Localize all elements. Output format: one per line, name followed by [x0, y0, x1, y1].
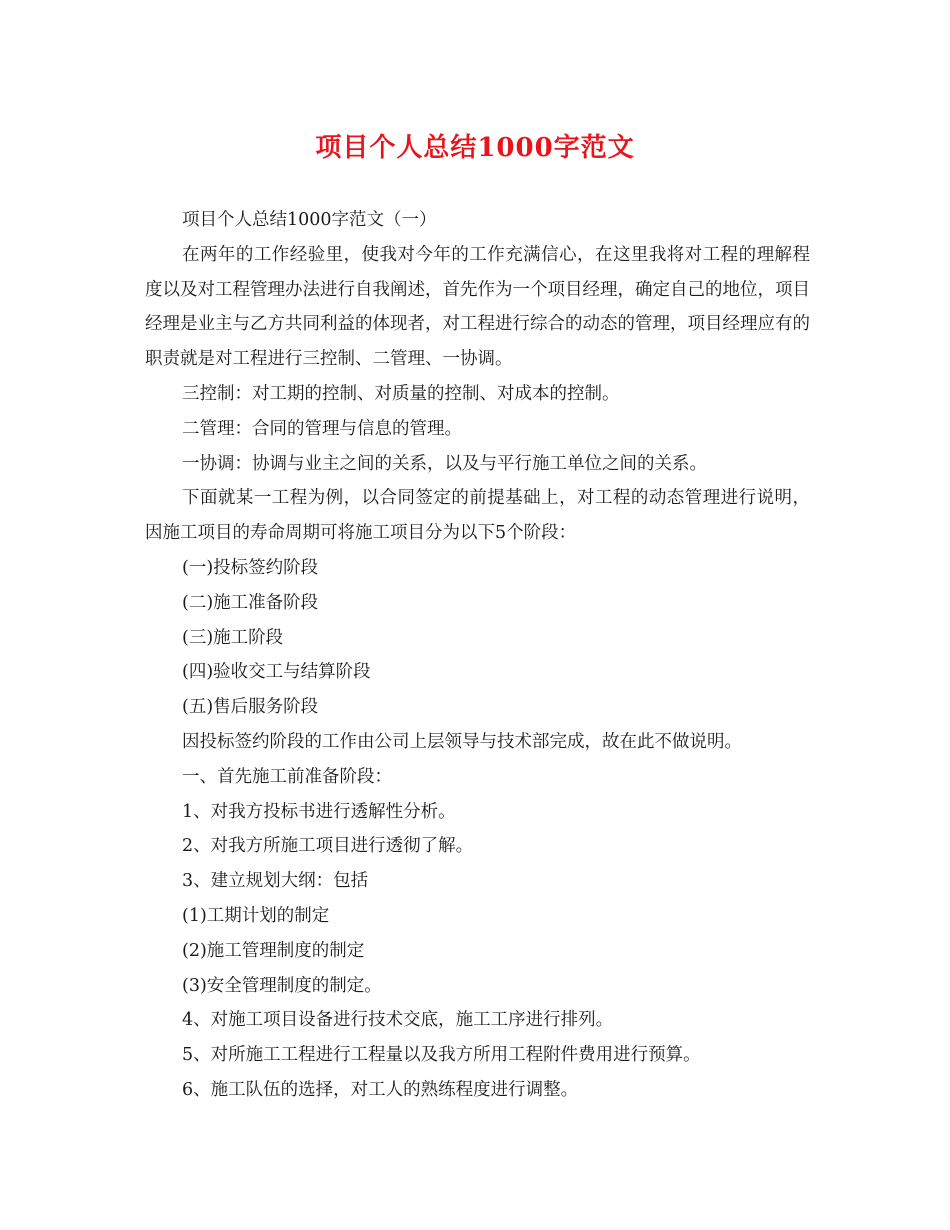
list-item: 6、施工队伍的选择，对工人的熟练程度进行调整。	[182, 1079, 579, 1100]
list-item: (四)验收交工与结算阶段	[182, 662, 371, 683]
list-item: (一)投标签约阶段	[182, 557, 319, 578]
paragraph: 一协调：协调与业主之间的关系，以及与平行施工单位之间的关系。	[182, 453, 707, 474]
list-item: (3)安全管理制度的制定。	[182, 975, 382, 996]
list-item: (五)售后服务阶段	[182, 697, 319, 718]
document-title: 项目个人总结1000字范文	[315, 133, 635, 163]
list-item: 3、建立规划大纲：包括	[182, 871, 369, 892]
paragraph: 因投标签约阶段的工作由公司上层领导与技术部完成，故在此不做说明。	[182, 731, 742, 752]
list-item: (2)施工管理制度的制定	[182, 940, 365, 961]
paragraph: 下面就某一工程为例，以合同签定的前提基础上，对工程的动态管理进行说明，因施工项目的寿命周期可将施工项目分为以下5个阶段：	[145, 488, 810, 544]
paragraph: 在两年的工作经验里，使我对今年的工作充满信心，在这里我将对工程的理解程度以及对工程管理办法进行自我阐述，首先作为一个项目经理，确定自己的地位，项目经理是业主与乙方共同利益的体现者，对工程进行综合的动态的管理，项目经理应有的职责就是对工程进行三控制、二管理、一协调。	[145, 244, 810, 370]
list-item: (1)工期计划的制定	[182, 905, 330, 926]
section-heading: 一、首先施工前准备阶段：	[182, 766, 392, 787]
list-item: (二)施工准备阶段	[182, 592, 319, 613]
paragraph: 二管理：合同的管理与信息的管理。	[182, 418, 462, 439]
list-item: 5、对所施工工程进行工程量以及我方所用工程附件费用进行预算。	[182, 1045, 701, 1066]
paragraph: 项目个人总结1000字范文（一）	[182, 210, 437, 230]
document-body	[145, 203, 810, 1108]
list-item: (三)施工阶段	[182, 627, 284, 648]
paragraph: 三控制：对工期的控制、对质量的控制、对成本的控制。	[182, 383, 620, 404]
list-item: 4、对施工项目设备进行技术交底，施工工序进行排列。	[182, 1010, 614, 1031]
list-item: 1、对我方投标书进行透解性分析。	[182, 801, 456, 822]
list-item: 2、对我方所施工项目进行透彻了解。	[182, 836, 474, 857]
